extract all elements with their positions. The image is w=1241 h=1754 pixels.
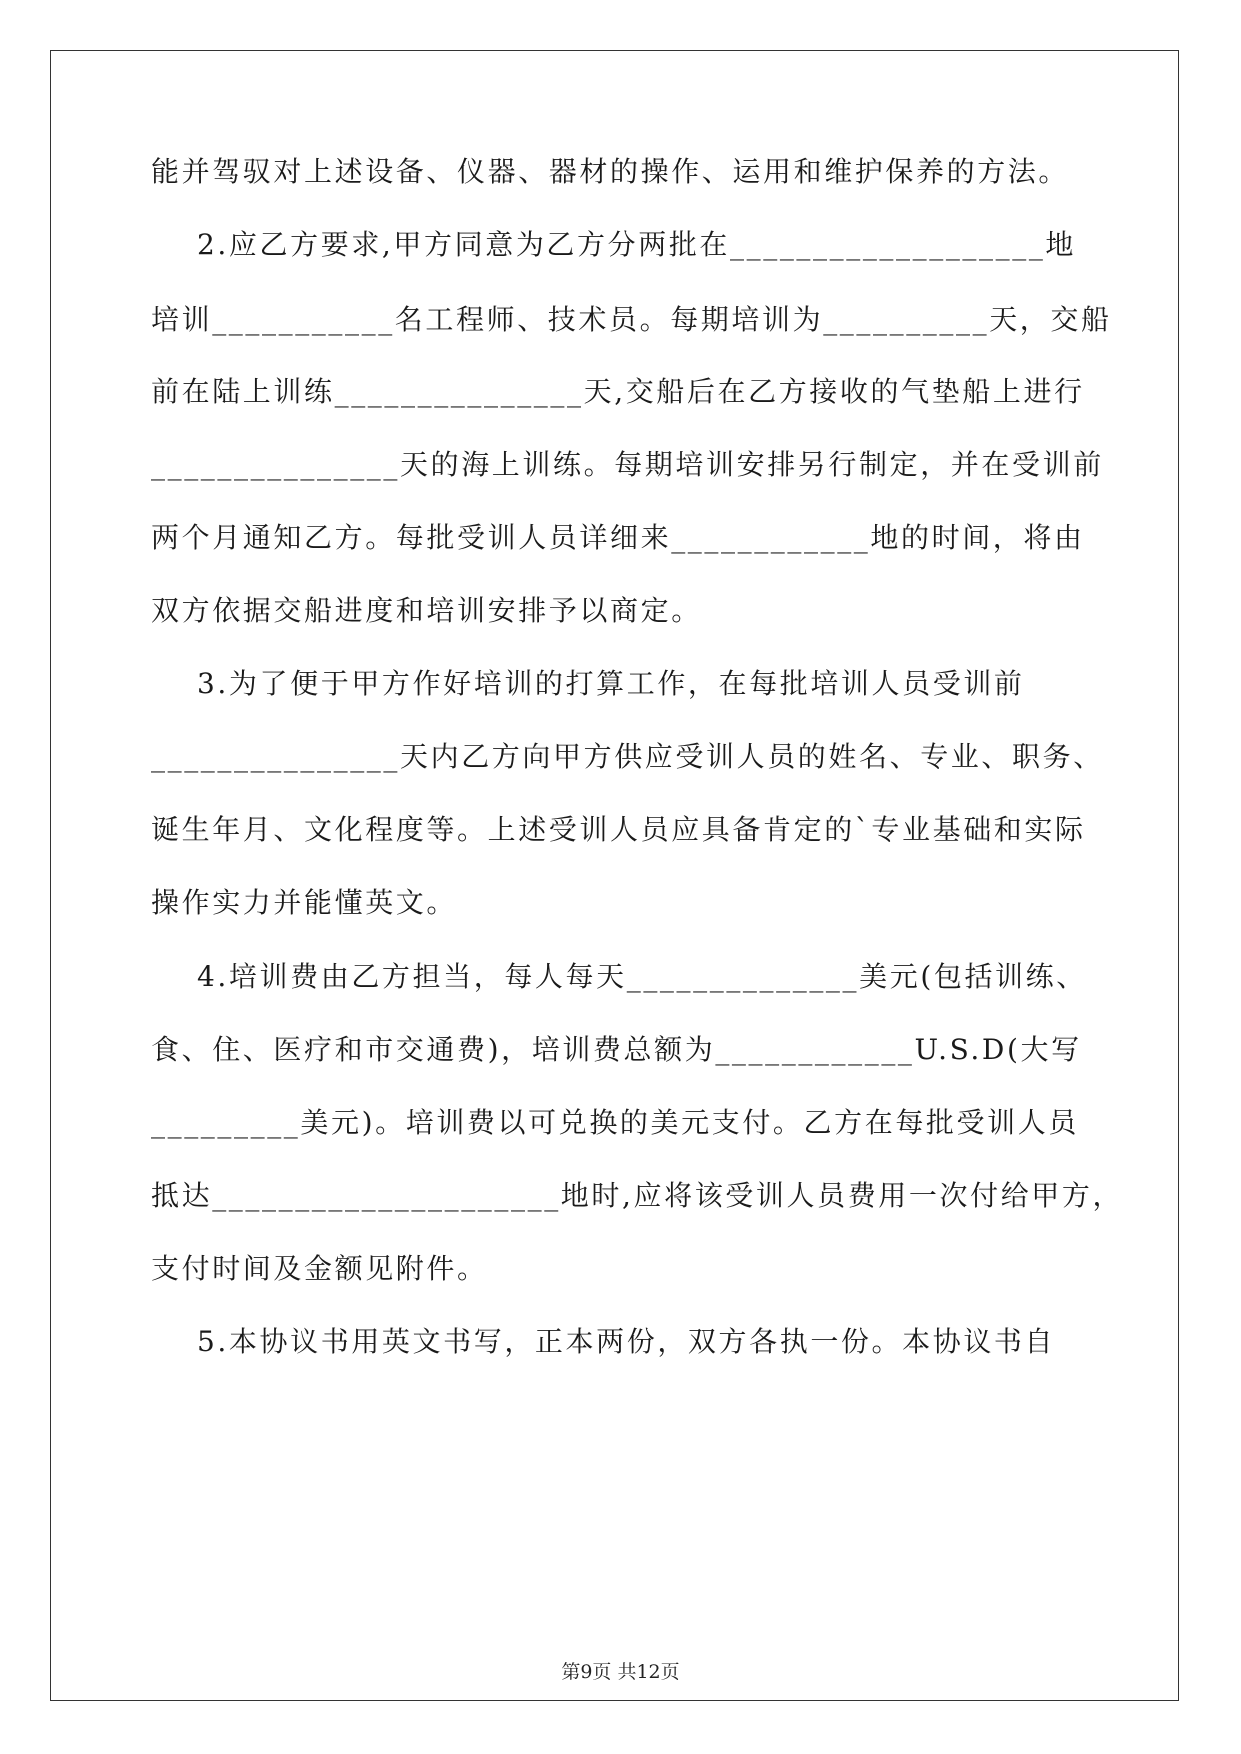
text-line: 3.为了便于甲方作好培训的打算工作，在每批培训人员受训前 [151,667,1025,700]
text-line: 5.本协议书用英文书写，正本两份，双方各执一份。本协议书自 [151,1325,1056,1358]
text-line: 诞生年月、文化程度等。上述受训人员应具备肯定的`专业基础和实际 [151,813,1086,846]
text-line: 2.应乙方要求,甲方同意为乙方分两批在___________________地 [151,228,1077,261]
text-line: 能并驾驭对上述设备、仪器、器材的操作、运用和维护保养的方法。 [151,155,1070,188]
text-line: 食、住、医疗和市交通费)，培训费总额为____________U.S.D(大写 [151,1033,1082,1066]
text-line: 两个月通知乙方。每批受训人员详细来____________地的时间，将由 [151,521,1085,554]
page-border [50,50,1179,1701]
text-line: 抵达_____________________地时,应将该受训人员费用一次付给甲方， [151,1179,1124,1212]
text-line: _________美元)。培训费以可兑换的美元支付。乙方在每批受训人员 [151,1106,1079,1139]
text-line: 支付时间及金额见附件。 [151,1252,488,1285]
text-line: 前在陆上训练_______________天,交船后在乙方接收的气垫船上进行 [151,375,1085,408]
text-line: _______________天内乙方向甲方供应受训人员的姓名、专业、职务、 [151,740,1104,773]
text-line: 培训___________名工程师、技术员。每期培训为__________天，交船 [151,303,1112,336]
text-line: 双方依据交船进度和培训安排予以商定。 [151,594,702,627]
page-number: 第9页 共12页 [561,1661,680,1683]
text-line: _______________天的海上训练。每期培训安排另行制定，并在受训前 [151,448,1104,481]
text-line: 4.培训费由乙方担当，每人每天______________美元(包括训练、 [151,960,1087,993]
text-line: 操作实力并能懂英文。 [151,886,458,919]
